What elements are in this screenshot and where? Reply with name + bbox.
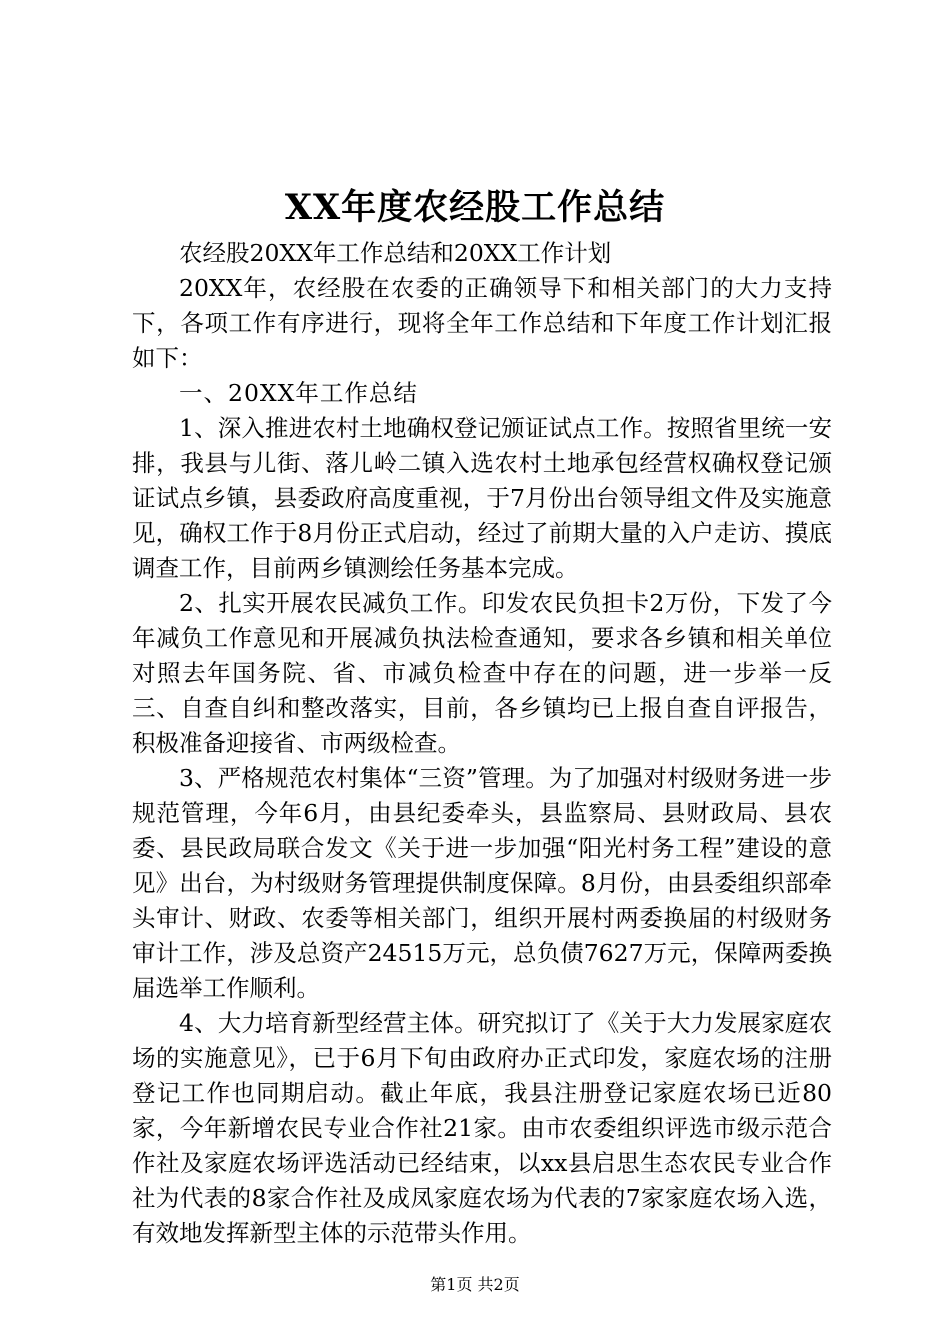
- document-title: XX年度农经股工作总结: [284, 187, 666, 228]
- page-footer: 第1页 共2页: [430, 1275, 520, 1294]
- intro-paragraph: 20XX年，农经股在农委的正确领导下和相关部门的大力支持下，各项工作有序进行，现将全年工作总结和下年度工作计划汇报如下：: [132, 274, 832, 372]
- section-heading: 一、20XX年工作总结: [179, 379, 418, 407]
- body-paragraph-1: 1、深入推进农村土地确权登记颁证试点工作。按照省里统一安排，我县与儿街、落儿岭二镇入选农村土地承包经营权确权登记颁证试点乡镇，县委政府高度重视，于7月份出台领导组文件及实施意见，确权工作于8月份正式启动，经过了前期大量的入户走访、摸底调查工作，目前两乡镇测绘任务基本完成。: [132, 414, 832, 582]
- body-paragraph-2: 2、扎实开展农民减负工作。印发农民负担卡2万份，下发了今年减负工作意见和开展减负执法检查通知，要求各乡镇和相关单位对照去年国务院、省、市减负检查中存在的问题，进一步举一反三、自查自纠和整改落实，目前，各乡镇均已上报自查自评报告，积极准备迎接省、市两级检查。: [132, 589, 832, 757]
- document-body: [132, 236, 832, 1251]
- body-paragraph-4: 4、大力培育新型经营主体。研究拟订了《关于大力发展家庭农场的实施意见》，已于6月下旬由政府办正式印发，家庭农场的注册登记工作也同期启动。截止年底，我县注册登记家庭农场已近80家，今年新增农民专业合作社21家。由市农委组织评选市级示范合作社及家庭农场评选活动已经结束，以xx县启思生态农民专业合作社为代表的8家合作社及成凤家庭农场为代表的7家家庭农场入选，有效地发挥新型主体的示范带头作用。: [132, 1009, 832, 1247]
- subtitle-paragraph: 农经股20XX年工作总结和20XX工作计划: [179, 239, 612, 267]
- body-paragraph-3: 3、严格规范农村集体“三资”管理。为了加强对村级财务进一步规范管理，今年6月，由县纪委牵头，县监察局、县财政局、县农委、县民政局联合发文《关于进一步加强“阳光村务工程”建设的意见》出台，为村级财务管理提供制度保障。8月份，由县委组织部牵头审计、财政、农委等相关部门，组织开展村两委换届的村级财务审计工作，涉及总资产24515万元，总负债7627万元，保障两委换届选举工作顺利。: [132, 764, 832, 1002]
